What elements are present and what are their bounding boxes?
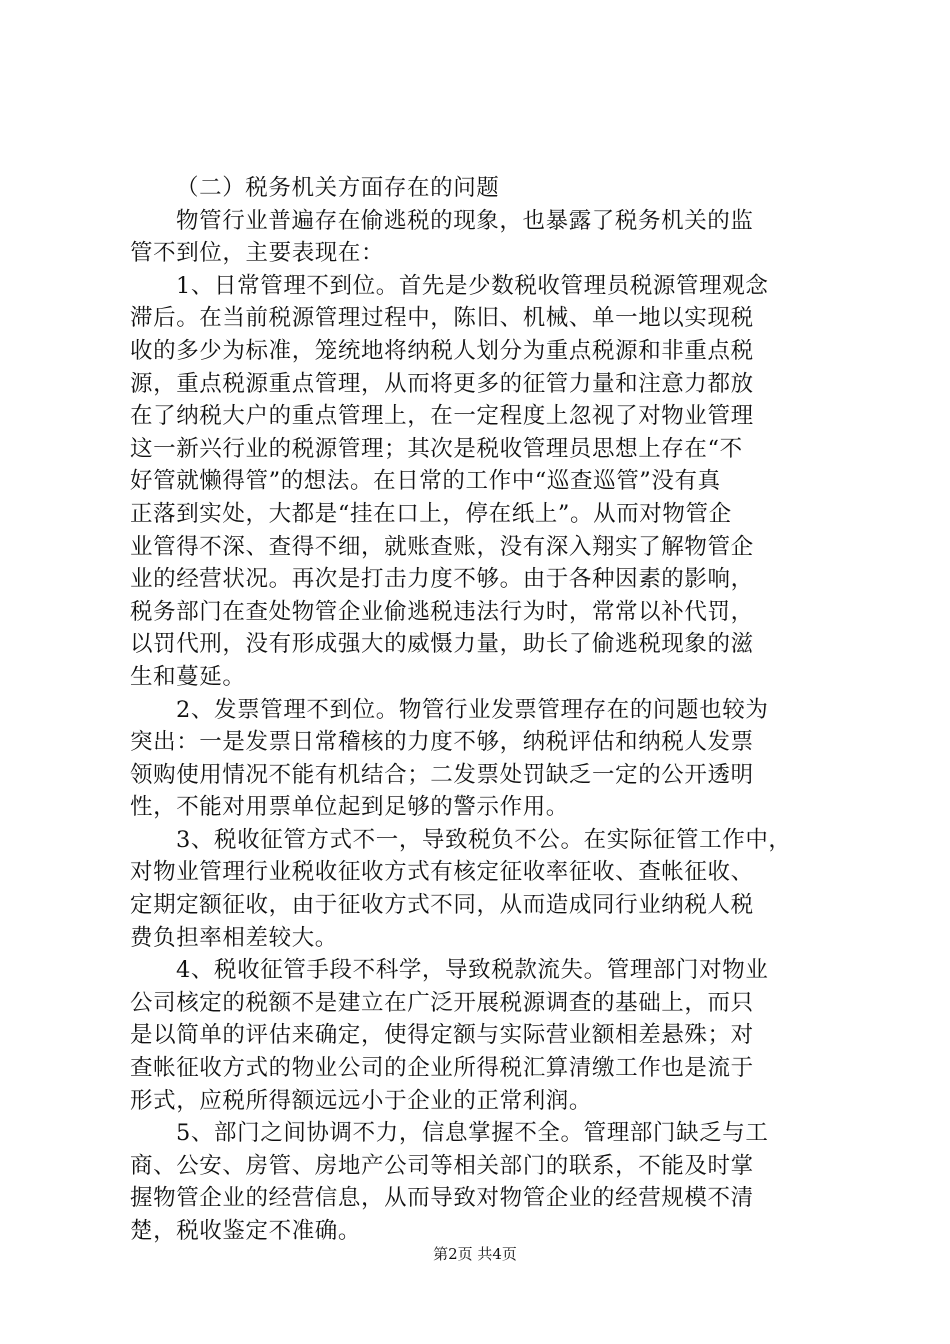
text-line: 滞后。在当前税源管理过程中，陈旧、机械、单一地以实现税 — [130, 305, 754, 332]
text-line: 楚，税收鉴定不准确。 — [130, 1218, 362, 1244]
text-line: 2、发票管理不到位。物管行业发票管理存在的问题也较为 — [176, 696, 769, 723]
text-line: 好管就懒得管”的想法。在日常的工作中“巡查巡管”没有真 — [130, 468, 721, 495]
text-line: 源，重点税源重点管理，从而将更多的征管力量和注意力都放 — [130, 370, 754, 397]
text-line: 3、税收征管方式不一，导致税负不公。在实际征管工作中， — [176, 826, 792, 853]
text-line: 税务部门在查处物管企业偷逃税违法行为时，常常以补代罚， — [130, 598, 754, 625]
text-line: 业的经营状况。再次是打击力度不够。由于各种因素的影响， — [130, 566, 754, 593]
text-line: 在了纳税大户的重点管理上，在一定程度上忽视了对物业管理 — [130, 403, 754, 430]
text-line: 费负担率相差较大。 — [130, 924, 338, 951]
text-line: 业管得不深、查得不细，就账查账，没有深入翔实了解物管企 — [130, 533, 754, 560]
text-line: 查帐征收方式的物业公司的企业所得税汇算清缴工作也是流于 — [130, 1055, 754, 1082]
text-line: 领购使用情况不能有机结合；二发票处罚缺乏一定的公开透明 — [130, 761, 754, 788]
text-line: 4、税收征管手段不科学，导致税款流失。管理部门对物业 — [176, 957, 769, 984]
document-body — [130, 172, 835, 1248]
text-line: 5、部门之间协调不力，信息掌握不全。管理部门缺乏与工 — [176, 1120, 769, 1147]
text-line: 物管行业普遍存在偷逃税的现象，也暴露了税务机关的监 — [176, 207, 754, 234]
text-line: 以罚代刑，没有形成强大的威慑力量，助长了偷逃税现象的滋 — [130, 631, 754, 658]
page-footer: 第2页 共4页 — [433, 1245, 517, 1263]
text-line: 管不到位，主要表现在： — [130, 240, 385, 267]
text-line: 这一新兴行业的税源管理；其次是税收管理员思想上存在“不 — [130, 435, 743, 462]
text-line: 正落到实处，大都是“挂在口上，停在纸上”。从而对物管企 — [130, 500, 732, 527]
text-line: 生和蔓延。 — [130, 663, 246, 690]
text-line: 握物管企业的经营信息，从而导致对物管企业的经营规模不清 — [130, 1185, 754, 1212]
text-line: 定期定额征收，由于征收方式不同，从而造成同行业纳税人税 — [130, 892, 754, 919]
text-line: （二）税务机关方面存在的问题 — [176, 175, 500, 201]
text-line: 收的多少为标准，笼统地将纳税人划分为重点税源和非重点税 — [130, 337, 754, 364]
text-line: 突出：一是发票日常稽核的力度不够，纳税评估和纳税人发票 — [130, 729, 754, 756]
text-line: 1、日常管理不到位。首先是少数税收管理员税源管理观念 — [176, 272, 769, 299]
text-line: 对物业管理行业税收征收方式有核定征收率征收、查帐征收、 — [130, 859, 754, 886]
text-line: 是以简单的评估来确定，使得定额与实际营业额相差悬殊；对 — [130, 1022, 754, 1049]
text-line: 性，不能对用票单位起到足够的警示作用。 — [130, 794, 569, 821]
text-line: 商、公安、房管、房地产公司等相关部门的联系，不能及时掌 — [130, 1152, 754, 1179]
text-line: 公司核定的税额不是建立在广泛开展税源调查的基础上，而只 — [130, 989, 754, 1016]
text-line: 形式，应税所得额远远小于企业的正常利润。 — [130, 1087, 593, 1114]
